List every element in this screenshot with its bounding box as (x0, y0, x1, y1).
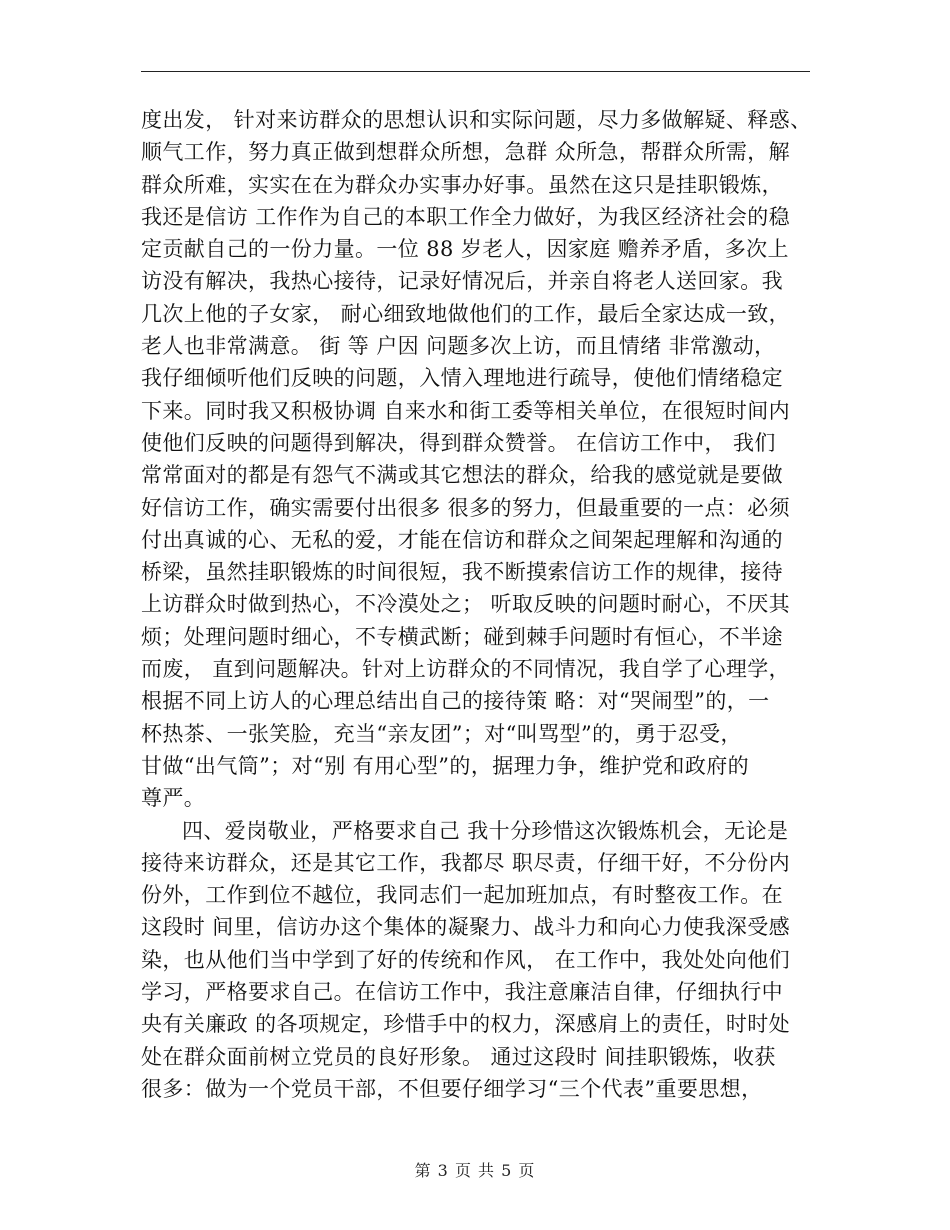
text-line: 下来。同时我又积极协调 自来水和街工委等相关单位，在很短时间内 (141, 398, 791, 423)
text-line: 四、爱岗敬业，严格要求自己 我十分珍惜这次锻炼机会，无论是 (182, 818, 789, 843)
text-line: 度出发， 针对来访群众的思想认识和实际问题，尽力多做解疑、释惑、 (141, 108, 812, 132)
page-footer: 第 3 页 共 5 页 (414, 1161, 536, 1180)
text-line: 我还是信访 工作作为自己的本职工作全力做好，为我区经济社会的稳 (141, 204, 791, 229)
text-line: 烦；处理问题时细心，不专横武断；碰到棘手问题时有恒心，不半途 (141, 624, 783, 649)
text-line: 定贡献自己的一份力量。一位 88 岁老人，因家庭 赡养矛盾，多次上 (141, 237, 789, 262)
text-line: 央有关廉政 的各项规定，珍惜手中的权力，深感肩上的责任，时时处 (141, 1012, 791, 1037)
text-line: 顺气工作，努力真正做到想群众所想，急群 众所急，帮群众所需，解 (141, 140, 791, 165)
text-line: 几次上他的子女家， 耐心细致地做他们的工作，最后全家达成一致， (141, 301, 791, 326)
text-line: 付出真诚的心、无私的爱，才能在信访和群众之间架起理解和沟通的 (141, 527, 783, 552)
text-line: 染，也从他们当中学到了好的传统和作风， 在工作中，我处处向他们 (141, 947, 791, 972)
text-line: 份外，工作到位不越位，我同志们一起加班加点，有时整夜工作。在 (141, 883, 783, 908)
text-line: 好信访工作，确实需要付出很多 很多的努力，但最重要的一点：必须 (141, 495, 791, 520)
text-line: 使他们反映的问题得到解决，得到群众赞誉。 在信访工作中， 我们 (141, 430, 776, 455)
text-line: 我仔细倾听他们反映的问题，入情入理地进行疏导，使他们情绪稳定 (141, 366, 783, 391)
text-line: 接待来访群众，还是其它工作，我都尽 职尽责，仔细干好，不分份内 (141, 850, 791, 875)
text-line: 群众所难，实实在在为群众办实事办好事。虽然在这只是挂职锻炼， (141, 172, 783, 197)
text-line: 上访群众时做到热心，不冷漠处之； 听取反映的问题时耐心，不厌其 (141, 592, 791, 617)
text-line: 学习，严格要求自己。在信访工作中，我注意廉洁自律，仔细执行中 (141, 980, 783, 1005)
text-line: 这段时 间里，信访办这个集体的凝聚力、战斗力和向心力使我深受感 (141, 915, 791, 940)
text-line: 桥梁，虽然挂职锻炼的时间很短，我不断摸索信访工作的规律，接待 (141, 560, 783, 585)
header-rule (141, 71, 810, 72)
text-line: 很多：做为一个党员干部，不但要仔细学习“三个代表”重要思想， (141, 1076, 763, 1101)
text-line: 处在群众面前树立党员的良好形象。 通过这段时 间挂职锻炼，收获 (141, 1044, 776, 1069)
text-line: 常常面对的都是有怨气不满或其它想法的群众，给我的感觉就是要做 (141, 463, 783, 488)
text-line: 甘做“出气筒”；对“别 有用心型”的，据理力争，维护党和政府的 (141, 753, 750, 778)
text-line: 而废， 直到问题解决。针对上访群众的不同情况，我自学了心理学， (141, 657, 791, 682)
text-line: 访没有解决，我热心接待，记录好情况后，并亲自将老人送回家。我 (141, 269, 783, 294)
text-line: 根据不同上访人的心理总结出自己的接待策 略：对“哭闹型”的，一 (141, 689, 770, 714)
text-line: 老人也非常满意。 街 等 户因 问题多次上访，而且情绪 非常激动， (141, 334, 776, 359)
text-line: 尊严。 (141, 786, 206, 811)
text-line: 杯热茶、一张笑脸，充当“亲友团”；对“叫骂型”的，勇于忍受， (141, 721, 742, 746)
body-text (141, 104, 821, 1105)
